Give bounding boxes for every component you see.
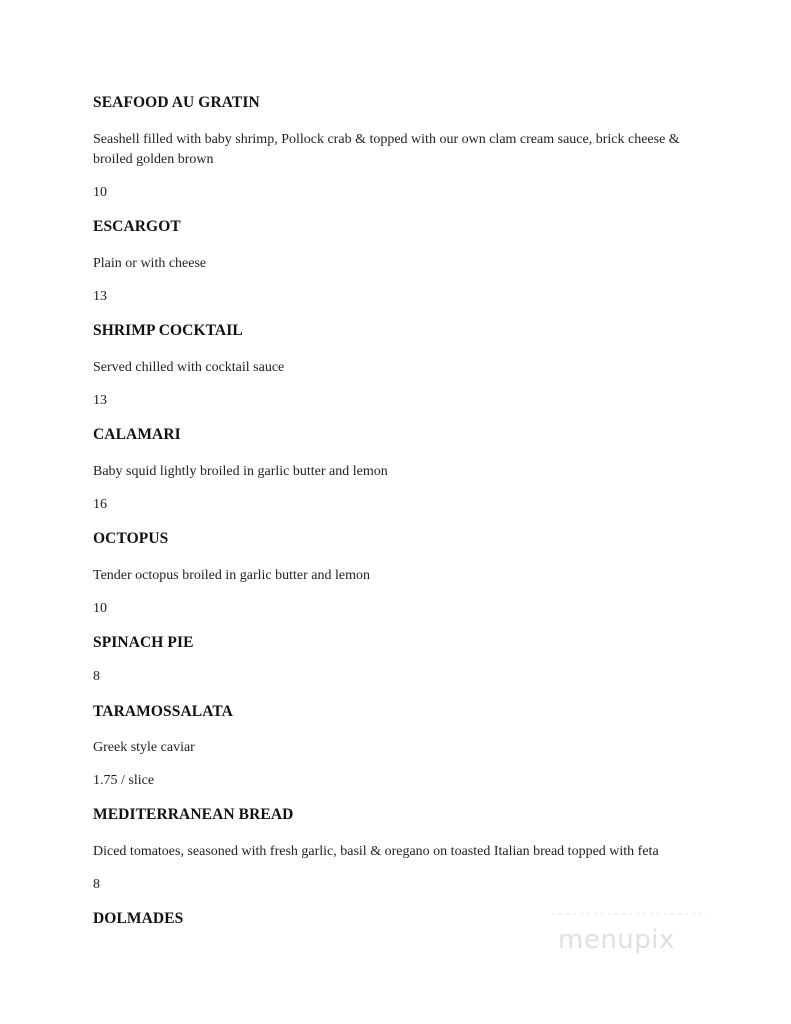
menu-item-title: DOLMADES [93, 910, 184, 927]
menu-item-price: 1.75 / slice [93, 773, 155, 788]
menu-item-title: ESCARGOT [93, 218, 181, 235]
menu-item-price: 10 [93, 185, 107, 200]
menupix-watermark-logo [548, 908, 713, 963]
menu-item-title: CALAMARI [93, 426, 181, 443]
menu-item-title: TARAMOSSALATA [93, 703, 233, 720]
menu-item-title: OCTOPUS [93, 530, 169, 547]
menu-item-price: 16 [93, 497, 107, 512]
menu-item-description: Seashell filled with baby shrimp, Pollock crab & topped with our own clam cream sauce, brick cheese & broiled golden brown [93, 132, 680, 167]
menu-item-price: 10 [93, 601, 107, 616]
menu-item-description: Greek style caviar [93, 740, 195, 755]
menu-item-price: 8 [93, 877, 100, 892]
menu-item-description: Served chilled with cocktail sauce [93, 360, 285, 375]
menu-item-description: Tender octopus broiled in garlic butter and lemon [93, 568, 370, 583]
menu-item-price: 8 [93, 669, 100, 684]
menu-item-title: MEDITERRANEAN BREAD [93, 806, 294, 823]
menu-item-description: Plain or with cheese [93, 256, 207, 271]
menu-item-title: SEAFOOD AU GRATIN [93, 94, 260, 111]
menu-item-description: Diced tomatoes, seasoned with fresh garlic, basil & oregano on toasted Italian bread topped with feta [93, 844, 659, 859]
menu-item-title: SHRIMP COCKTAIL [93, 322, 243, 339]
menu-item-price: 13 [93, 289, 107, 304]
menu-item-title: SPINACH PIE [93, 634, 194, 651]
menu-item-description: Baby squid lightly broiled in garlic butter and lemon [93, 464, 388, 479]
menu-item-price: 13 [93, 393, 107, 408]
svg-text:menupix: menupix [558, 925, 675, 955]
